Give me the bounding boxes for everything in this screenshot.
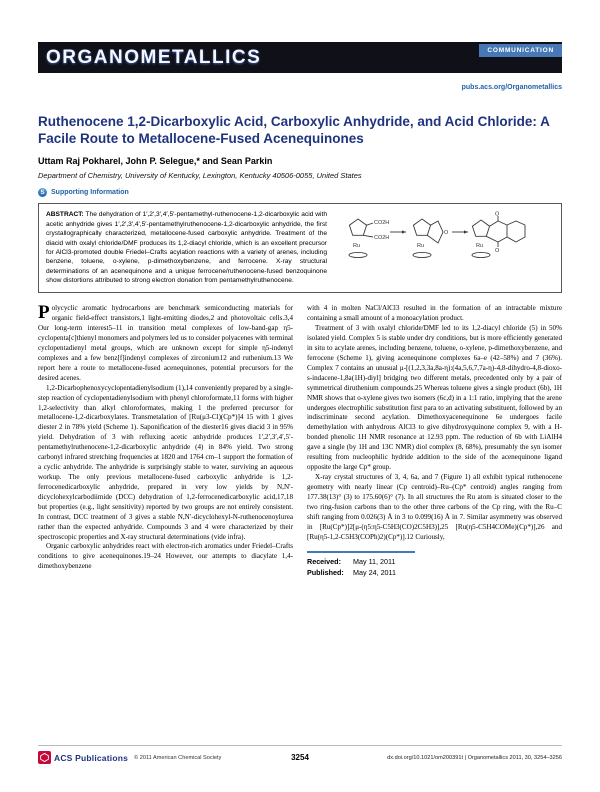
paragraph: with 4 in molten NaCl/AlCl3 resulted in the formation of an intractable mixture containing a small amount of a monoacylation product. — [307, 304, 562, 323]
reaction-scheme-graphic — [336, 210, 554, 272]
page-footer — [38, 745, 562, 764]
abstract-label: ABSTRACT: — [46, 211, 84, 219]
published-label: Published: — [307, 568, 344, 578]
published-row — [307, 568, 562, 579]
svg-text:Ru: Ru — [476, 243, 484, 250]
svg-text:O: O — [444, 230, 449, 237]
svg-text:Ru: Ru — [353, 243, 361, 250]
acs-emblem-icon — [38, 751, 51, 764]
footer-left — [38, 751, 291, 764]
copyright-notice: © 2011 American Chemical Society — [134, 754, 222, 761]
svg-text:CO2H: CO2H — [374, 235, 390, 242]
paragraph: X-ray crystal structures of 3, 4, 6a, and 7 (Figure 1) all exhibit typical ruthenocene geometry with nearly linear (Cp centroid)–Ru–(Cp* centroid) angles ranging from 177.38(13)° (3) to 175.60(6)° (7). In all structures the Ru atom is situated closer to the two ring-fusion carbons than to the other three carbons of the Cp ring, with the Ru–C shift ranging from 0.026(3) Å in 3 to 0.099(16) Å in 7. Similar asymmetry was observed in [Ru(Cp*)]2[μ-(η5:η5-C5H3(CO)2C5H3)],25 [Ru(η5-C5H4COMe)(Cp*)],26 and [Ru(η5-1,2-C5H3(COPh)2)(Cp*)].12 Curiously, — [307, 473, 562, 541]
reaction-scheme-svg — [336, 210, 554, 272]
received-row — [307, 557, 562, 568]
svg-text:O: O — [495, 248, 500, 255]
article-body — [38, 304, 562, 579]
drop-cap: P — [38, 302, 50, 324]
abstract-body: The dehydration of 1′,2′,3′,4′,5′-pentamethyl-ruthenocene-1,2-dicarboxylic acid with acetic anhydride gives 1′,2′,3′,4′,5′-pentamethylruthenocene-1,2-dicarboxylic anhydride, the first crystallographically characterized, metallocene-fused carboxylic anhydride. Treatment of the diacid with oxalyl chloride/DMF produces its 1,2-diacyl chloride, which is an excellent precursor for AlCl3-promoted double Friedel–Crafts acylation reactions with a variety of arenes, including benzene, toluene, o-xylene, p-dimethoxybenzene, and ferrocene. X-ray structural determinations of an acenequinone and a unique ferrocene/ruthenocene-fused benzoquinone show distortions attributed to strong electron donation from pentamethylruthenocene. — [46, 211, 327, 284]
paragraph: Organic carboxylic anhydrides react with electron-rich aromatics under Friedel–Crafts conditions to give acenequinones.19–24 However, our attempts to diacylate 1,4-dimethoxybenzene — [38, 542, 293, 571]
received-label: Received: — [307, 557, 341, 567]
dates-block — [307, 551, 562, 579]
article-type-badge: COMMUNICATION — [479, 44, 562, 57]
published-date: May 24, 2011 — [353, 568, 397, 578]
svg-text:CO2H: CO2H — [374, 220, 390, 227]
right-column — [307, 304, 562, 579]
paragraph-text: olycyclic aromatic hydrocarbons are benchmark semiconducting materials for organic field-effect transistors,1 light-emitting diodes,2 and photovoltaic cells.3,4 Our long-term interest5–11 in transition metal complexes of low-band-gap η5-cyclopenta[c]thienyl monomers and polymers led us to consider polyacenes with terminal cyclopentadienyl metal groups, which are unknown except for simple η5-indenyl complexes and a few benz[f]indenyl complexes of zirconium12 and ruthenium.13 We report here a route to metallocene-fused acenequinones, potential precursors for the desired acenes. — [38, 304, 293, 382]
acs-wordmark: ACS Publications — [54, 752, 129, 763]
paragraph: Treatment of 3 with oxalyl chloride/DMF led to its 1,2-diacyl chloride (5) in 50% isolated yield. Complex 5 is stable under dry conditions, but is more efficiently generated in situ to acylate arenes, including benzene, toluene, o-xylene, p-dimethoxybenzene, and ferrocene (Scheme 1), giving acenequinone complexes 6a–e (42–58%) and 7 (36%). Complex 7 contains an unusual μ-[(1,2,3,3a,8a-η):(4a,5,6,7,7a-η)-4,8-dihydro-4,8-dioxo-s-indacene-1,8a(1H)-diyl] bridging two different metals, precedented only by a pair of symmetrical diruthenium compounds.25 Whereas toluene gives a single product (6b), 1H NMR shows that o-xylene gives two isomers (6c,d) in a 1:1 ratio, implying that the arene undergoes electrophilic substitution first para to an activating substituent, followed by an indiscriminate second acylation. Dimethoxyacenequinone 6e undergoes facile demethylation with anhydrous AlCl3 to give dihydroxyquinone complex 9, with a H-bonded phenolic 1H NMR resonance at 12.93 ppm. The reduction of 6b with LiAlH4 gave a single (by 1H and 13C NMR) diol complex (8, 68%), presumably the syn isomer resulting from nucleophilic hydride addition to the side of the acenequinone ligand opposite the large Cp* group. — [307, 324, 562, 472]
supporting-info-link[interactable] — [38, 188, 562, 197]
svg-text:O: O — [495, 211, 500, 218]
affiliation: Department of Chemistry, University of Kentucky, Lexington, Kentucky 40506-0055, United States — [38, 171, 362, 181]
paragraph: 1,2-Dicarbophenoxycyclopentadienylsodium (1),14 conveniently prepared by a single-step reaction of cyclopentadienylsodium with phenyl chloroformate,11 forms with higher 1,2-selectivity than alkyl chloroformates, making 1 the preferred precursor for metallocene-1,2-dicarboxylates. Transmetalation of [Ru(μ3-Cl)(Cp*)]4 15 with 1 gives diester 2 in 78% yield (Scheme 1). Saponification of the diester16 gives diacid 3 in 95% yield. Dehydration of 3 with refluxing acetic anhydride produces 1′,2′,3′,4′,5′-pentamethylruthenocene-1,2-dicarboxylic anhydride (4) in 84% yield. Two strong carbonyl infrared stretching frequencies at 1820 and 1764 cm–1 support the formation of a cyclic anhydride. The anhydride is surprisingly stable to water, surviving an aqueous workup. The only previous metallocene-fused carboxylic anhydride is 1,2-ferrocenedicarboxylic anhydride, prepared in very low yields by N,N′-dicyclohexylcarbodiimide (DCC) dehydration of 1,2-ferrocenedicarboxylic acid,17,18 but properties (e.g., light sensitivity) reported by two groups are not entirely consistent. In contrast, DCC treatment of 3 gives a stable N,N′-dicyclohexyl-N-ruthenocenoylurea rather than the expected anhydride. Compounds 3 and 4 were characterized by their spectroscopic properties and X-ray structural determinations (vide infra). — [38, 383, 293, 541]
svg-text:Ru: Ru — [417, 243, 425, 250]
abstract-box — [38, 203, 562, 293]
journal-masthead — [38, 42, 562, 73]
journal-logo: ORGANOMETALLICS — [46, 46, 262, 68]
author-list: Uttam Raj Pokharel, John P. Selegue,* and Sean Parkin — [38, 156, 273, 167]
supporting-info-label: Supporting Information — [51, 189, 129, 197]
journal-url-link[interactable]: pubs.acs.org/Organometallics — [461, 84, 562, 91]
acs-publications-logo — [38, 751, 128, 764]
page-number: 3254 — [291, 753, 309, 762]
paragraph — [38, 304, 293, 383]
article-title: Ruthenocene 1,2-Dicarboxylic Acid, Carboxylic Anhydride, and Acid Chloride: A Facile Route to Metallocene-Fused Acenequinones — [38, 114, 550, 146]
doi-citation: dx.doi.org/10.1021/om200391t | Organometallics 2011, 30, 3254–3256 — [387, 754, 563, 761]
dates-rule — [307, 551, 415, 553]
journal-url-row — [38, 76, 562, 94]
received-date: May 11, 2011 — [353, 557, 396, 567]
supporting-info-icon: S — [38, 188, 47, 197]
left-column — [38, 304, 293, 579]
